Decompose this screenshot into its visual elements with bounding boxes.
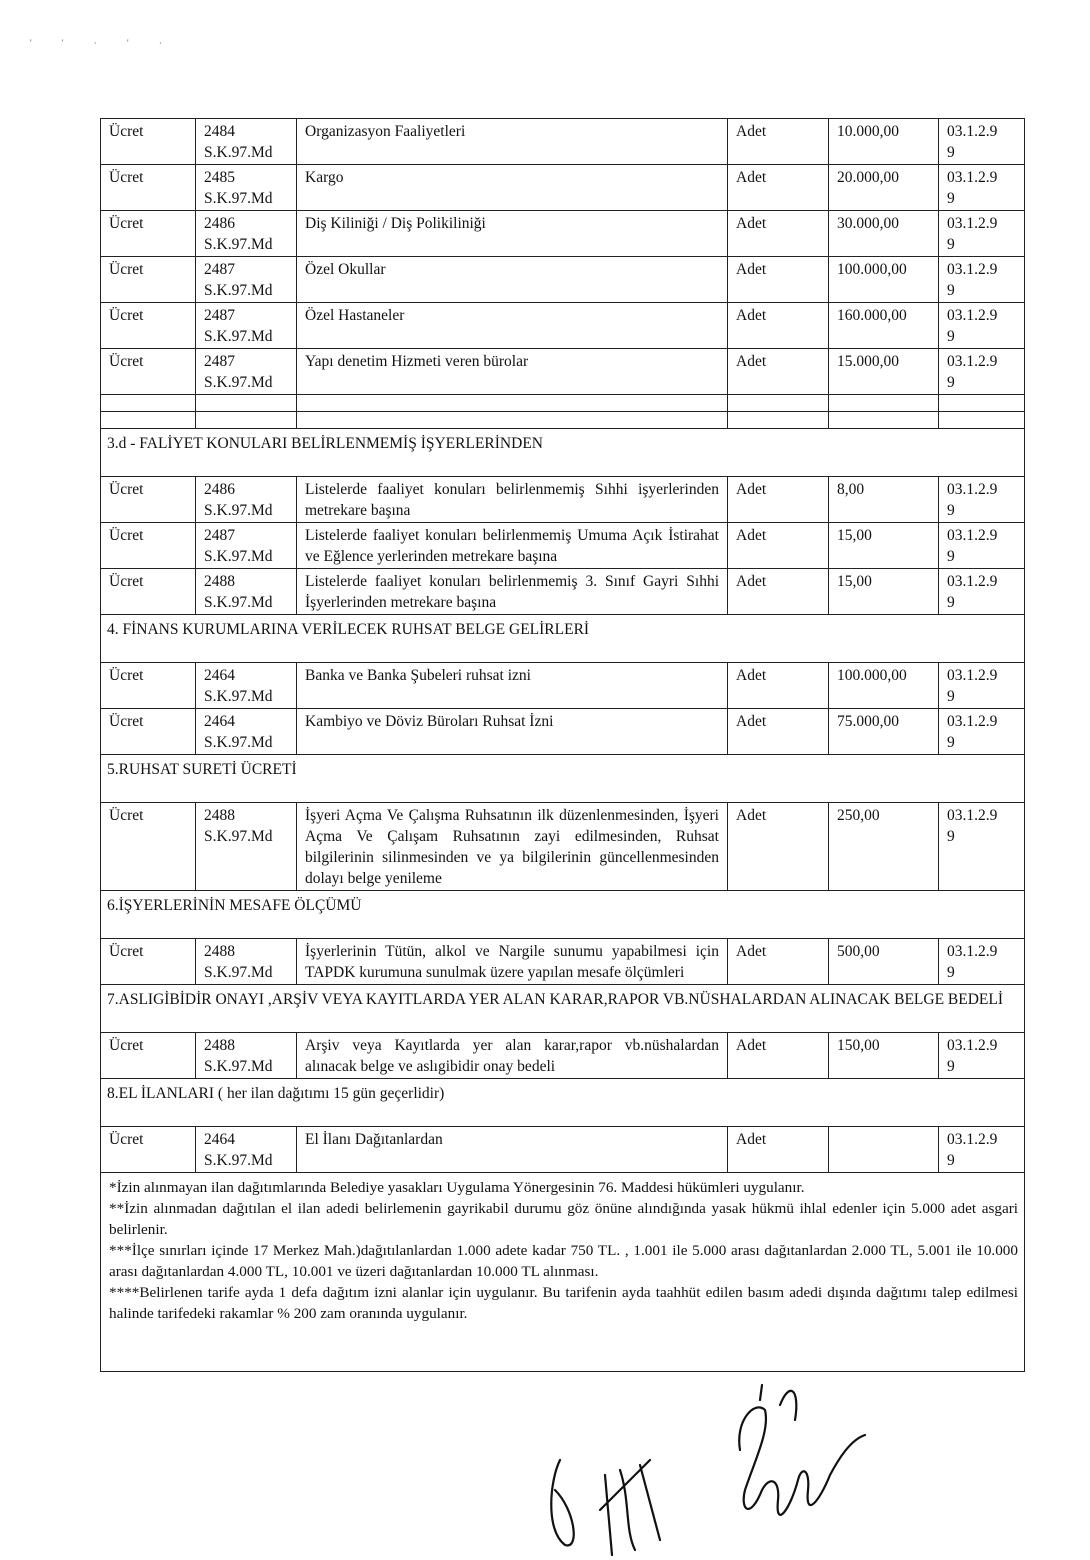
description-cell: Özel Hastaneler (297, 303, 728, 349)
section-header-row (101, 615, 1025, 663)
empty-cell (728, 395, 829, 412)
amount-cell: 160.000,00 (829, 303, 939, 349)
law-ref-cell: 2487 S.K.97.Md (196, 523, 297, 569)
unit-cell: Adet (728, 211, 829, 257)
empty-cell (728, 412, 829, 429)
fee-type-cell: Ücret (101, 257, 196, 303)
section-title: 7.ASLIGİBİDİR ONAYI ,ARŞİV VEYA KAYITLARDA YER ALAN KARAR,RAPOR VB.NÜSHALARDAN ALINACAK BELGE BEDELİ (101, 985, 1025, 1033)
fee-type-cell: Ücret (101, 349, 196, 395)
unit-cell: Adet (728, 939, 829, 985)
law-ref-cell: 2464 S.K.97.Md (196, 663, 297, 709)
description-cell: İşyeri Açma Ve Çalışma Ruhsatının ilk düzenlenmesinden, İşyeri Açma Ve Çalışam Ruhsatının zayi edilmesinden, Ruhsat bilgilerinin silinmesinden ve ya bilgilerinin güncellenmesinden dolayı belge yenileme (297, 803, 728, 891)
law-ref-cell: 2464 S.K.97.Md (196, 709, 297, 755)
empty-cell (196, 395, 297, 412)
empty-cell (196, 412, 297, 429)
fee-row (101, 349, 1025, 395)
law-ref-cell: 2484 S.K.97.Md (196, 119, 297, 165)
section-title: 5.RUHSAT SURETİ ÜCRETİ (101, 755, 1025, 803)
unit-cell: Adet (728, 663, 829, 709)
budget-code-cell: 03.1.2.9 9 (939, 1033, 1025, 1079)
law-ref-cell: 2488 S.K.97.Md (196, 1033, 297, 1079)
fee-row (101, 165, 1025, 211)
budget-code-cell: 03.1.2.9 9 (939, 119, 1025, 165)
description-cell: Kambiyo ve Döviz Büroları Ruhsat İzni (297, 709, 728, 755)
fee-row (101, 211, 1025, 257)
law-ref-cell: 2487 S.K.97.Md (196, 303, 297, 349)
section-title: 3.d - FALİYET KONULARI BELİRLENMEMİŞ İŞYERLERİNDEN (101, 429, 1025, 477)
amount-cell: 500,00 (829, 939, 939, 985)
unit-cell: Adet (728, 709, 829, 755)
amount-cell: 10.000,00 (829, 119, 939, 165)
handwritten-signatures (540, 1380, 880, 1560)
unit-cell: Adet (728, 523, 829, 569)
fee-type-cell: Ücret (101, 303, 196, 349)
fee-type-cell: Ücret (101, 803, 196, 891)
description-cell: Listelerde faaliyet konuları belirlenmemiş 3. Sınıf Gayri Sıhhi İşyerlerinden metrekare başına (297, 569, 728, 615)
fee-type-cell: Ücret (101, 1127, 196, 1173)
footnote: **İzin alınmadan dağıtılan el ilan adedi belirlemenin gayrikabil durumu göz önüne alındığında yasak hükmü ihlal edenler için 5.000 adet asgari belirlenir. (109, 1200, 1018, 1238)
empty-row (101, 395, 1025, 412)
description-cell: İşyerlerinin Tütün, alkol ve Nargile sunumu yapabilmesi için TAPDK kurumuna sunulmak üzere yapılan mesafe ölçümleri (297, 939, 728, 985)
budget-code-cell: 03.1.2.9 9 (939, 663, 1025, 709)
amount-cell: 15,00 (829, 523, 939, 569)
law-ref-cell: 2488 S.K.97.Md (196, 939, 297, 985)
description-cell: Özel Okullar (297, 257, 728, 303)
amount-cell: 75.000,00 (829, 709, 939, 755)
footnote: ***İlçe sınırları içinde 17 Merkez Mah.)dağıtılanlardan 1.000 adete kadar 750 TL. , 1.001 ile 5.000 arası dağıtanlardan 2.000 TL, 5.001 ile 10.000 arası dağıtanlardan 4.000 TL, 10.001 ve üzeri dağıtanlardan 10.000 TL alınması. (109, 1242, 1018, 1280)
footnote: *İzin alınmayan ilan dağıtımlarında Belediye yasakları Uygulama Yönergesinin 76. Maddesi hükümleri uygulanır. (109, 1179, 805, 1196)
unit-cell: Adet (728, 477, 829, 523)
amount-cell: 20.000,00 (829, 165, 939, 211)
budget-code-cell: 03.1.2.9 9 (939, 477, 1025, 523)
notes-row (101, 1173, 1025, 1372)
fee-type-cell: Ücret (101, 709, 196, 755)
unit-cell: Adet (728, 303, 829, 349)
budget-code-cell: 03.1.2.9 9 (939, 803, 1025, 891)
empty-cell (829, 395, 939, 412)
fee-type-cell: Ücret (101, 663, 196, 709)
section-title: 8.EL İLANLARI ( her ilan dağıtımı 15 gün geçerlidir) (101, 1079, 1025, 1127)
amount-cell (829, 1127, 939, 1173)
amount-cell: 150,00 (829, 1033, 939, 1079)
description-cell: Listelerde faaliyet konuları belirlenmemiş Umuma Açık İstirahat ve Eğlence yerlerinden metrekare başına (297, 523, 728, 569)
section-title: 6.İŞYERLERİNİN MESAFE ÖLÇÜMÜ (101, 891, 1025, 939)
description-cell: Arşiv veya Kayıtlarda yer alan karar,rapor vb.nüshalardan alınacak belge ve aslıgibidir onay bedeli (297, 1033, 728, 1079)
fee-row (101, 1127, 1025, 1173)
unit-cell: Adet (728, 569, 829, 615)
description-cell: El İlanı Dağıtanlardan (297, 1127, 728, 1173)
fee-table-page (100, 118, 1024, 1372)
amount-cell: 8,00 (829, 477, 939, 523)
unit-cell: Adet (728, 165, 829, 211)
section-header-row (101, 891, 1025, 939)
section-header-row (101, 985, 1025, 1033)
description-cell: Banka ve Banka Şubeleri ruhsat izni (297, 663, 728, 709)
fee-row (101, 303, 1025, 349)
fee-row (101, 663, 1025, 709)
amount-cell: 250,00 (829, 803, 939, 891)
law-ref-cell: 2488 S.K.97.Md (196, 803, 297, 891)
fee-row (101, 939, 1025, 985)
section-header-row (101, 1079, 1025, 1127)
budget-code-cell: 03.1.2.9 9 (939, 257, 1025, 303)
description-cell: Listelerde faaliyet konuları belirlenmemiş Sıhhi işyerlerinden metrekare başına (297, 477, 728, 523)
amount-cell: 100.000,00 (829, 257, 939, 303)
description-cell: Kargo (297, 165, 728, 211)
description-cell: Organizasyon Faaliyetleri (297, 119, 728, 165)
unit-cell: Adet (728, 119, 829, 165)
budget-code-cell: 03.1.2.9 9 (939, 709, 1025, 755)
unit-cell: Adet (728, 257, 829, 303)
empty-cell (939, 412, 1025, 429)
unit-cell: Adet (728, 349, 829, 395)
empty-cell (297, 395, 728, 412)
budget-code-cell: 03.1.2.9 9 (939, 1127, 1025, 1173)
fee-table (100, 118, 1025, 1372)
fee-row (101, 803, 1025, 891)
unit-cell: Adet (728, 1127, 829, 1173)
empty-cell (101, 395, 196, 412)
budget-code-cell: 03.1.2.9 9 (939, 939, 1025, 985)
law-ref-cell: 2486 S.K.97.Md (196, 211, 297, 257)
notes-cell (101, 1173, 1025, 1372)
section-header-row (101, 429, 1025, 477)
empty-cell (297, 412, 728, 429)
description-cell: Diş Kiliniği / Diş Polikiliniği (297, 211, 728, 257)
budget-code-cell: 03.1.2.9 9 (939, 303, 1025, 349)
fee-type-cell: Ücret (101, 165, 196, 211)
budget-code-cell: 03.1.2.9 9 (939, 569, 1025, 615)
amount-cell: 15.000,00 (829, 349, 939, 395)
fee-type-cell: Ücret (101, 523, 196, 569)
fee-type-cell: Ücret (101, 939, 196, 985)
law-ref-cell: 2487 S.K.97.Md (196, 257, 297, 303)
fee-row (101, 257, 1025, 303)
budget-code-cell: 03.1.2.9 9 (939, 165, 1025, 211)
budget-code-cell: 03.1.2.9 9 (939, 211, 1025, 257)
fee-type-cell: Ücret (101, 1033, 196, 1079)
fee-type-cell: Ücret (101, 119, 196, 165)
footnote: ****Belirlenen tarife ayda 1 defa dağıtım izni alanlar için uygulanır. Bu tarifenin ayda taahhüt edilen basım adedi dışında dağıtımı talep edilmesi halinde tarifedeki rakamlar % 200 zam oranında uygulanır. (109, 1284, 1018, 1322)
law-ref-cell: 2486 S.K.97.Md (196, 477, 297, 523)
description-cell: Yapı denetim Hizmeti veren bürolar (297, 349, 728, 395)
section-title: 4. FİNANS KURUMLARINA VERİLECEK RUHSAT BELGE GELİRLERİ (101, 615, 1025, 663)
budget-code-cell: 03.1.2.9 9 (939, 349, 1025, 395)
unit-cell: Adet (728, 1033, 829, 1079)
fee-row (101, 477, 1025, 523)
law-ref-cell: 2487 S.K.97.Md (196, 349, 297, 395)
empty-cell (101, 412, 196, 429)
fee-type-cell: Ücret (101, 211, 196, 257)
amount-cell: 15,00 (829, 569, 939, 615)
law-ref-cell: 2488 S.K.97.Md (196, 569, 297, 615)
law-ref-cell: 2485 S.K.97.Md (196, 165, 297, 211)
amount-cell: 100.000,00 (829, 663, 939, 709)
fee-row (101, 523, 1025, 569)
fee-type-cell: Ücret (101, 569, 196, 615)
empty-row (101, 412, 1025, 429)
fee-row (101, 569, 1025, 615)
empty-cell (939, 395, 1025, 412)
amount-cell: 30.000,00 (829, 211, 939, 257)
fee-type-cell: Ücret (101, 477, 196, 523)
fee-row (101, 709, 1025, 755)
law-ref-cell: 2464 S.K.97.Md (196, 1127, 297, 1173)
fee-row (101, 1033, 1025, 1079)
unit-cell: Adet (728, 803, 829, 891)
scan-specks: ' ' · ' · (30, 38, 176, 48)
fee-row (101, 119, 1025, 165)
budget-code-cell: 03.1.2.9 9 (939, 523, 1025, 569)
empty-cell (829, 412, 939, 429)
section-header-row (101, 755, 1025, 803)
